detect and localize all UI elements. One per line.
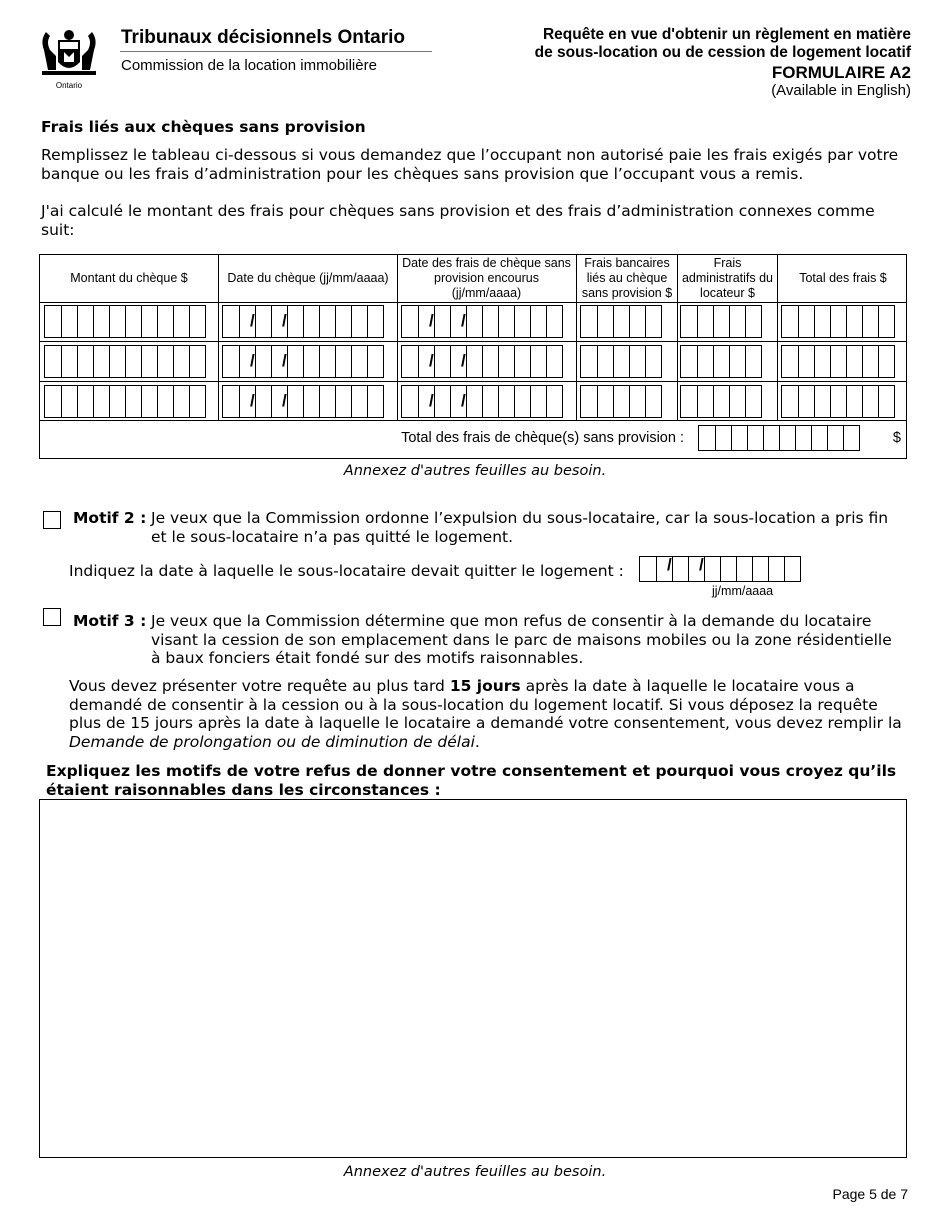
digit-box[interactable] <box>109 306 125 337</box>
digit-box[interactable] <box>629 306 645 337</box>
table-divider <box>40 302 906 303</box>
digit-box[interactable] <box>830 306 846 337</box>
table-divider <box>677 255 678 420</box>
digit-box[interactable] <box>846 346 862 377</box>
date-separator: / <box>250 351 255 370</box>
total-fee-input[interactable] <box>781 385 895 418</box>
digit-box[interactable] <box>125 346 141 377</box>
table-divider <box>576 255 577 420</box>
motif-2-checkbox[interactable] <box>43 511 61 529</box>
digit-box[interactable] <box>784 557 800 581</box>
digit-box[interactable] <box>367 306 383 337</box>
digit-box[interactable] <box>731 426 747 450</box>
digit-box[interactable] <box>250 306 271 337</box>
digit-box[interactable] <box>613 306 629 337</box>
column-header: Frais administratifs du locateur $ <box>681 256 773 300</box>
digit-box[interactable] <box>629 386 645 417</box>
digit-box[interactable] <box>729 386 745 417</box>
digit-box[interactable] <box>745 306 761 337</box>
section-heading: Frais liés aux chèques sans provision <box>41 118 366 136</box>
move-out-date-input[interactable] <box>639 556 801 582</box>
digit-box[interactable] <box>223 386 239 417</box>
date-separator: / <box>461 351 466 370</box>
digit-box[interactable] <box>546 346 562 377</box>
digit-box[interactable] <box>351 386 367 417</box>
digit-box[interactable] <box>747 426 763 450</box>
digit-box[interactable] <box>878 386 894 417</box>
digit-box[interactable] <box>93 386 109 417</box>
digit-box[interactable] <box>109 346 125 377</box>
digit-box[interactable] <box>429 386 450 417</box>
digit-box[interactable] <box>645 306 661 337</box>
digit-box[interactable] <box>189 346 205 377</box>
digit-box[interactable] <box>814 346 830 377</box>
date-separator: / <box>699 555 704 574</box>
date-separator: / <box>461 311 466 330</box>
cheque-date-input[interactable] <box>222 305 384 338</box>
ontario-coat-of-arms-logo <box>36 26 102 92</box>
digit-box[interactable] <box>763 426 779 450</box>
digit-box[interactable] <box>335 306 351 337</box>
digit-box[interactable] <box>303 386 319 417</box>
cheque-amount-input[interactable] <box>44 305 206 338</box>
cheque-amount-input[interactable] <box>44 345 206 378</box>
table-divider <box>777 255 778 420</box>
column-header: Date des frais de chèque sans provision encourus (jj/mm/aaaa) <box>402 256 571 300</box>
digit-box[interactable] <box>782 346 798 377</box>
digit-box[interactable] <box>640 557 656 581</box>
digit-box[interactable] <box>141 386 157 417</box>
digit-box[interactable] <box>173 346 189 377</box>
digit-box[interactable] <box>581 346 597 377</box>
digit-box[interactable] <box>93 306 109 337</box>
annex-note: Annexez d'autres feuilles au besoin. <box>343 1164 607 1180</box>
digit-box[interactable] <box>125 386 141 417</box>
digit-box[interactable] <box>189 386 205 417</box>
date-separator: / <box>461 391 466 410</box>
digit-box[interactable] <box>546 386 562 417</box>
org-name: Tribunaux décisionnels Ontario <box>121 27 405 48</box>
digit-box[interactable] <box>697 346 713 377</box>
digit-box[interactable] <box>581 386 597 417</box>
digit-box[interactable] <box>461 386 482 417</box>
digit-box[interactable] <box>720 557 736 581</box>
digit-box[interactable] <box>498 386 514 417</box>
digit-box[interactable] <box>173 306 189 337</box>
digit-box[interactable] <box>715 426 731 450</box>
digit-box[interactable] <box>77 386 93 417</box>
digit-box[interactable] <box>779 426 795 450</box>
digit-box[interactable] <box>45 386 61 417</box>
digit-box[interactable] <box>681 306 697 337</box>
digit-box[interactable] <box>862 306 878 337</box>
digit-box[interactable] <box>498 306 514 337</box>
motif-2-text <box>151 509 911 546</box>
digit-box[interactable] <box>482 306 498 337</box>
digit-box[interactable] <box>697 386 713 417</box>
digit-box[interactable] <box>77 306 93 337</box>
motif-3-checkbox[interactable] <box>43 608 61 626</box>
digit-box[interactable] <box>303 346 319 377</box>
digit-box[interactable] <box>846 306 862 337</box>
cheque-amount-input[interactable] <box>44 385 206 418</box>
digit-box[interactable] <box>878 346 894 377</box>
digit-box[interactable] <box>141 346 157 377</box>
digit-box[interactable] <box>250 386 271 417</box>
digit-box[interactable] <box>514 386 530 417</box>
digit-box[interactable] <box>699 426 715 450</box>
digit-box[interactable] <box>699 555 720 581</box>
nsf-fee-table <box>39 254 907 459</box>
admin-fee-input[interactable] <box>680 345 762 378</box>
svg-text:Ontario: Ontario <box>55 81 83 90</box>
digit-box[interactable] <box>645 386 661 417</box>
digit-box[interactable] <box>109 386 125 417</box>
nsf-date-input[interactable] <box>401 305 563 338</box>
date-separator: / <box>282 351 287 370</box>
digit-box[interactable] <box>530 306 546 337</box>
digit-box[interactable] <box>367 386 383 417</box>
date-separator: / <box>667 555 672 574</box>
digit-box[interactable] <box>498 346 514 377</box>
form-number: FORMULAIRE A2 <box>771 63 911 82</box>
digit-box[interactable] <box>61 346 77 377</box>
cheque-date-input[interactable] <box>222 345 384 378</box>
digit-box[interactable] <box>814 306 830 337</box>
available-in-english: (Available in English) <box>771 82 911 99</box>
digit-box[interactable] <box>282 386 303 417</box>
digit-box[interactable] <box>546 306 562 337</box>
motif-2-text-line: Je veux que la Commission ordonne l’expulsion du sous-locataire, car la sous-location a pris fin <box>151 509 889 527</box>
motif-2-text-line: et le sous-locataire n’a pas quitté le logement. <box>151 527 514 546</box>
digit-box[interactable] <box>681 346 697 377</box>
digit-box[interactable] <box>157 306 173 337</box>
digit-box[interactable] <box>514 346 530 377</box>
motif-3-text <box>151 612 911 668</box>
digit-box[interactable] <box>429 306 450 337</box>
column-header: Total des frais $ <box>799 271 887 285</box>
digit-box[interactable] <box>77 346 93 377</box>
digit-box[interactable] <box>597 386 613 417</box>
column-header: Date du chèque (jj/mm/aaaa) <box>227 271 389 285</box>
digit-box[interactable] <box>713 386 729 417</box>
digit-box[interactable] <box>862 386 878 417</box>
digit-box[interactable] <box>613 386 629 417</box>
page-number: Page 5 de 7 <box>832 1186 908 1202</box>
move-out-date-prompt: Indiquez la date à laquelle le sous-locataire devait quitter le logement : <box>69 562 624 580</box>
digit-box[interactable] <box>846 386 862 417</box>
date-separator: / <box>282 311 287 330</box>
digit-box[interactable] <box>814 386 830 417</box>
digit-box[interactable] <box>61 306 77 337</box>
admin-fee-input[interactable] <box>680 305 762 338</box>
explanation-textarea[interactable] <box>39 799 907 1158</box>
digit-box[interactable] <box>729 346 745 377</box>
digit-box[interactable] <box>250 346 271 377</box>
digit-box[interactable] <box>827 426 843 450</box>
digit-box[interactable] <box>697 306 713 337</box>
digit-box[interactable] <box>189 306 205 337</box>
date-separator: / <box>282 391 287 410</box>
digit-box[interactable] <box>125 306 141 337</box>
form-title-line: Requête en vue d'obtenir un règlement en matière <box>542 26 911 43</box>
total-fee-input[interactable] <box>781 305 895 338</box>
nsf-date-input[interactable] <box>401 345 563 378</box>
digit-box[interactable] <box>782 386 798 417</box>
digit-box[interactable] <box>45 306 61 337</box>
digit-box[interactable] <box>223 306 239 337</box>
section-intro: Remplissez le tableau ci-dessous si vous demandez que l’occupant non autorisé paie les frais exigés par votre banque ou les frais d’administration pour les chèques sans provision que l’occupant vous a remis. <box>41 146 899 183</box>
digit-box[interactable] <box>736 557 752 581</box>
digit-box[interactable] <box>482 386 498 417</box>
digit-box[interactable] <box>93 346 109 377</box>
motif-3-label: Motif 3 : <box>73 612 147 630</box>
digit-box[interactable] <box>223 346 239 377</box>
digit-box[interactable] <box>402 346 418 377</box>
digit-box[interactable] <box>303 306 319 337</box>
column-header: Montant du chèque $ <box>70 271 188 285</box>
digit-box[interactable] <box>878 306 894 337</box>
digit-box[interactable] <box>351 346 367 377</box>
digit-box[interactable] <box>830 346 846 377</box>
digit-box[interactable] <box>319 386 335 417</box>
digit-box[interactable] <box>461 306 482 337</box>
digit-box[interactable] <box>402 306 418 337</box>
bank-fee-input[interactable] <box>580 305 662 338</box>
motif-2-label: Motif 2 : <box>73 509 147 527</box>
digit-box[interactable] <box>862 346 878 377</box>
table-divider <box>397 255 398 420</box>
digit-box[interactable] <box>768 557 784 581</box>
deadline-paragraph <box>69 677 914 751</box>
deadline-text: . <box>474 732 480 751</box>
digit-box[interactable] <box>830 386 846 417</box>
table-divider <box>40 341 906 342</box>
digit-box[interactable] <box>745 386 761 417</box>
digit-box[interactable] <box>581 306 597 337</box>
digit-box[interactable] <box>713 346 729 377</box>
digit-box[interactable] <box>667 555 688 581</box>
bank-fee-input[interactable] <box>580 385 662 418</box>
digit-box[interactable] <box>811 426 827 450</box>
date-separator: / <box>429 351 434 370</box>
nsf-date-input[interactable] <box>401 385 563 418</box>
motif-3-text-line: Je veux que la Commission détermine que mon refus de consentir à la demande du locataire <box>151 612 872 630</box>
digit-box[interactable] <box>681 386 697 417</box>
date-format-hint: jj/mm/aaaa <box>712 584 774 598</box>
digit-box[interactable] <box>461 346 482 377</box>
digit-box[interactable] <box>141 306 157 337</box>
digit-box[interactable] <box>729 306 745 337</box>
table-divider <box>218 255 219 420</box>
digit-box[interactable] <box>335 386 351 417</box>
digit-box[interactable] <box>429 346 450 377</box>
digit-box[interactable] <box>798 386 814 417</box>
digit-box[interactable] <box>173 386 189 417</box>
digit-box[interactable] <box>530 346 546 377</box>
digit-box[interactable] <box>319 306 335 337</box>
total-fees-input[interactable] <box>698 425 860 451</box>
digit-box[interactable] <box>351 306 367 337</box>
form-title-line: de sous-location ou de cession de logement locatif <box>534 44 911 61</box>
deadline-text: Vous devez présenter votre requête au plus tard <box>69 677 450 695</box>
date-separator: / <box>429 391 434 410</box>
digit-box[interactable] <box>61 386 77 417</box>
digit-box[interactable] <box>843 426 859 450</box>
column-header: Frais bancaires liés au chèque sans provision $ <box>581 256 673 300</box>
digit-box[interactable] <box>335 346 351 377</box>
digit-box[interactable] <box>645 346 661 377</box>
digit-box[interactable] <box>798 346 814 377</box>
header-rule <box>120 51 432 52</box>
digit-box[interactable] <box>282 306 303 337</box>
table-divider <box>40 381 906 382</box>
digit-box[interactable] <box>597 346 613 377</box>
motif-3-text-line: à baux fonciers était fondé sur des motifs raisonnables. <box>151 649 584 667</box>
total-fees-label: Total des frais de chèque(s) sans provision : <box>401 430 684 446</box>
date-separator: / <box>250 311 255 330</box>
digit-box[interactable] <box>798 306 814 337</box>
digit-box[interactable] <box>514 306 530 337</box>
table-divider <box>40 420 906 421</box>
date-separator: / <box>429 311 434 330</box>
deadline-days: 15 jours <box>449 677 521 695</box>
digit-box[interactable] <box>745 346 761 377</box>
digit-box[interactable] <box>530 386 546 417</box>
motif-3-text-line: visant la cession de son emplacement dans le parc de maisons mobiles ou la zone résidentielle <box>151 630 892 649</box>
digit-box[interactable] <box>282 346 303 377</box>
digit-box[interactable] <box>795 426 811 450</box>
board-name: Commission de la location immobilière <box>121 57 377 74</box>
currency-symbol: $ <box>892 430 901 446</box>
extension-form-name: Demande de prolongation ou de diminution de délai <box>69 732 475 751</box>
digit-box[interactable] <box>482 346 498 377</box>
digit-box[interactable] <box>713 306 729 337</box>
admin-fee-input[interactable] <box>680 385 762 418</box>
digit-box[interactable] <box>752 557 768 581</box>
calculation-statement: J'ai calculé le montant des frais pour chèques sans provision et des frais d’administration connexes comme suit: <box>41 202 875 239</box>
digit-box[interactable] <box>629 346 645 377</box>
digit-box[interactable] <box>782 306 798 337</box>
digit-box[interactable] <box>597 306 613 337</box>
digit-box[interactable] <box>319 346 335 377</box>
digit-box[interactable] <box>157 346 173 377</box>
bank-fee-input[interactable] <box>580 345 662 378</box>
digit-box[interactable] <box>157 386 173 417</box>
form-title <box>451 26 911 62</box>
digit-box[interactable] <box>613 346 629 377</box>
total-fee-input[interactable] <box>781 345 895 378</box>
digit-box[interactable] <box>45 346 61 377</box>
digit-box[interactable] <box>402 386 418 417</box>
explain-heading: Expliquez les motifs de votre refus de donner votre consentement et pourquoi vous croyez qu’ils étaient raisonnables dans les circonstances : <box>46 762 897 799</box>
deadline-text: après la date à laquelle le locataire vous a demandé de consentir à la cession ou à la sous-location du logement locatif. Si vous déposez la requête plus de 15 jours après la date à laquelle le locataire a demandé votre consentement, vous devez remplir la <box>69 677 902 732</box>
annex-note: Annexez d'autres feuilles au besoin. <box>343 463 607 479</box>
digit-box[interactable] <box>367 346 383 377</box>
date-separator: / <box>250 391 255 410</box>
cheque-date-input[interactable] <box>222 385 384 418</box>
